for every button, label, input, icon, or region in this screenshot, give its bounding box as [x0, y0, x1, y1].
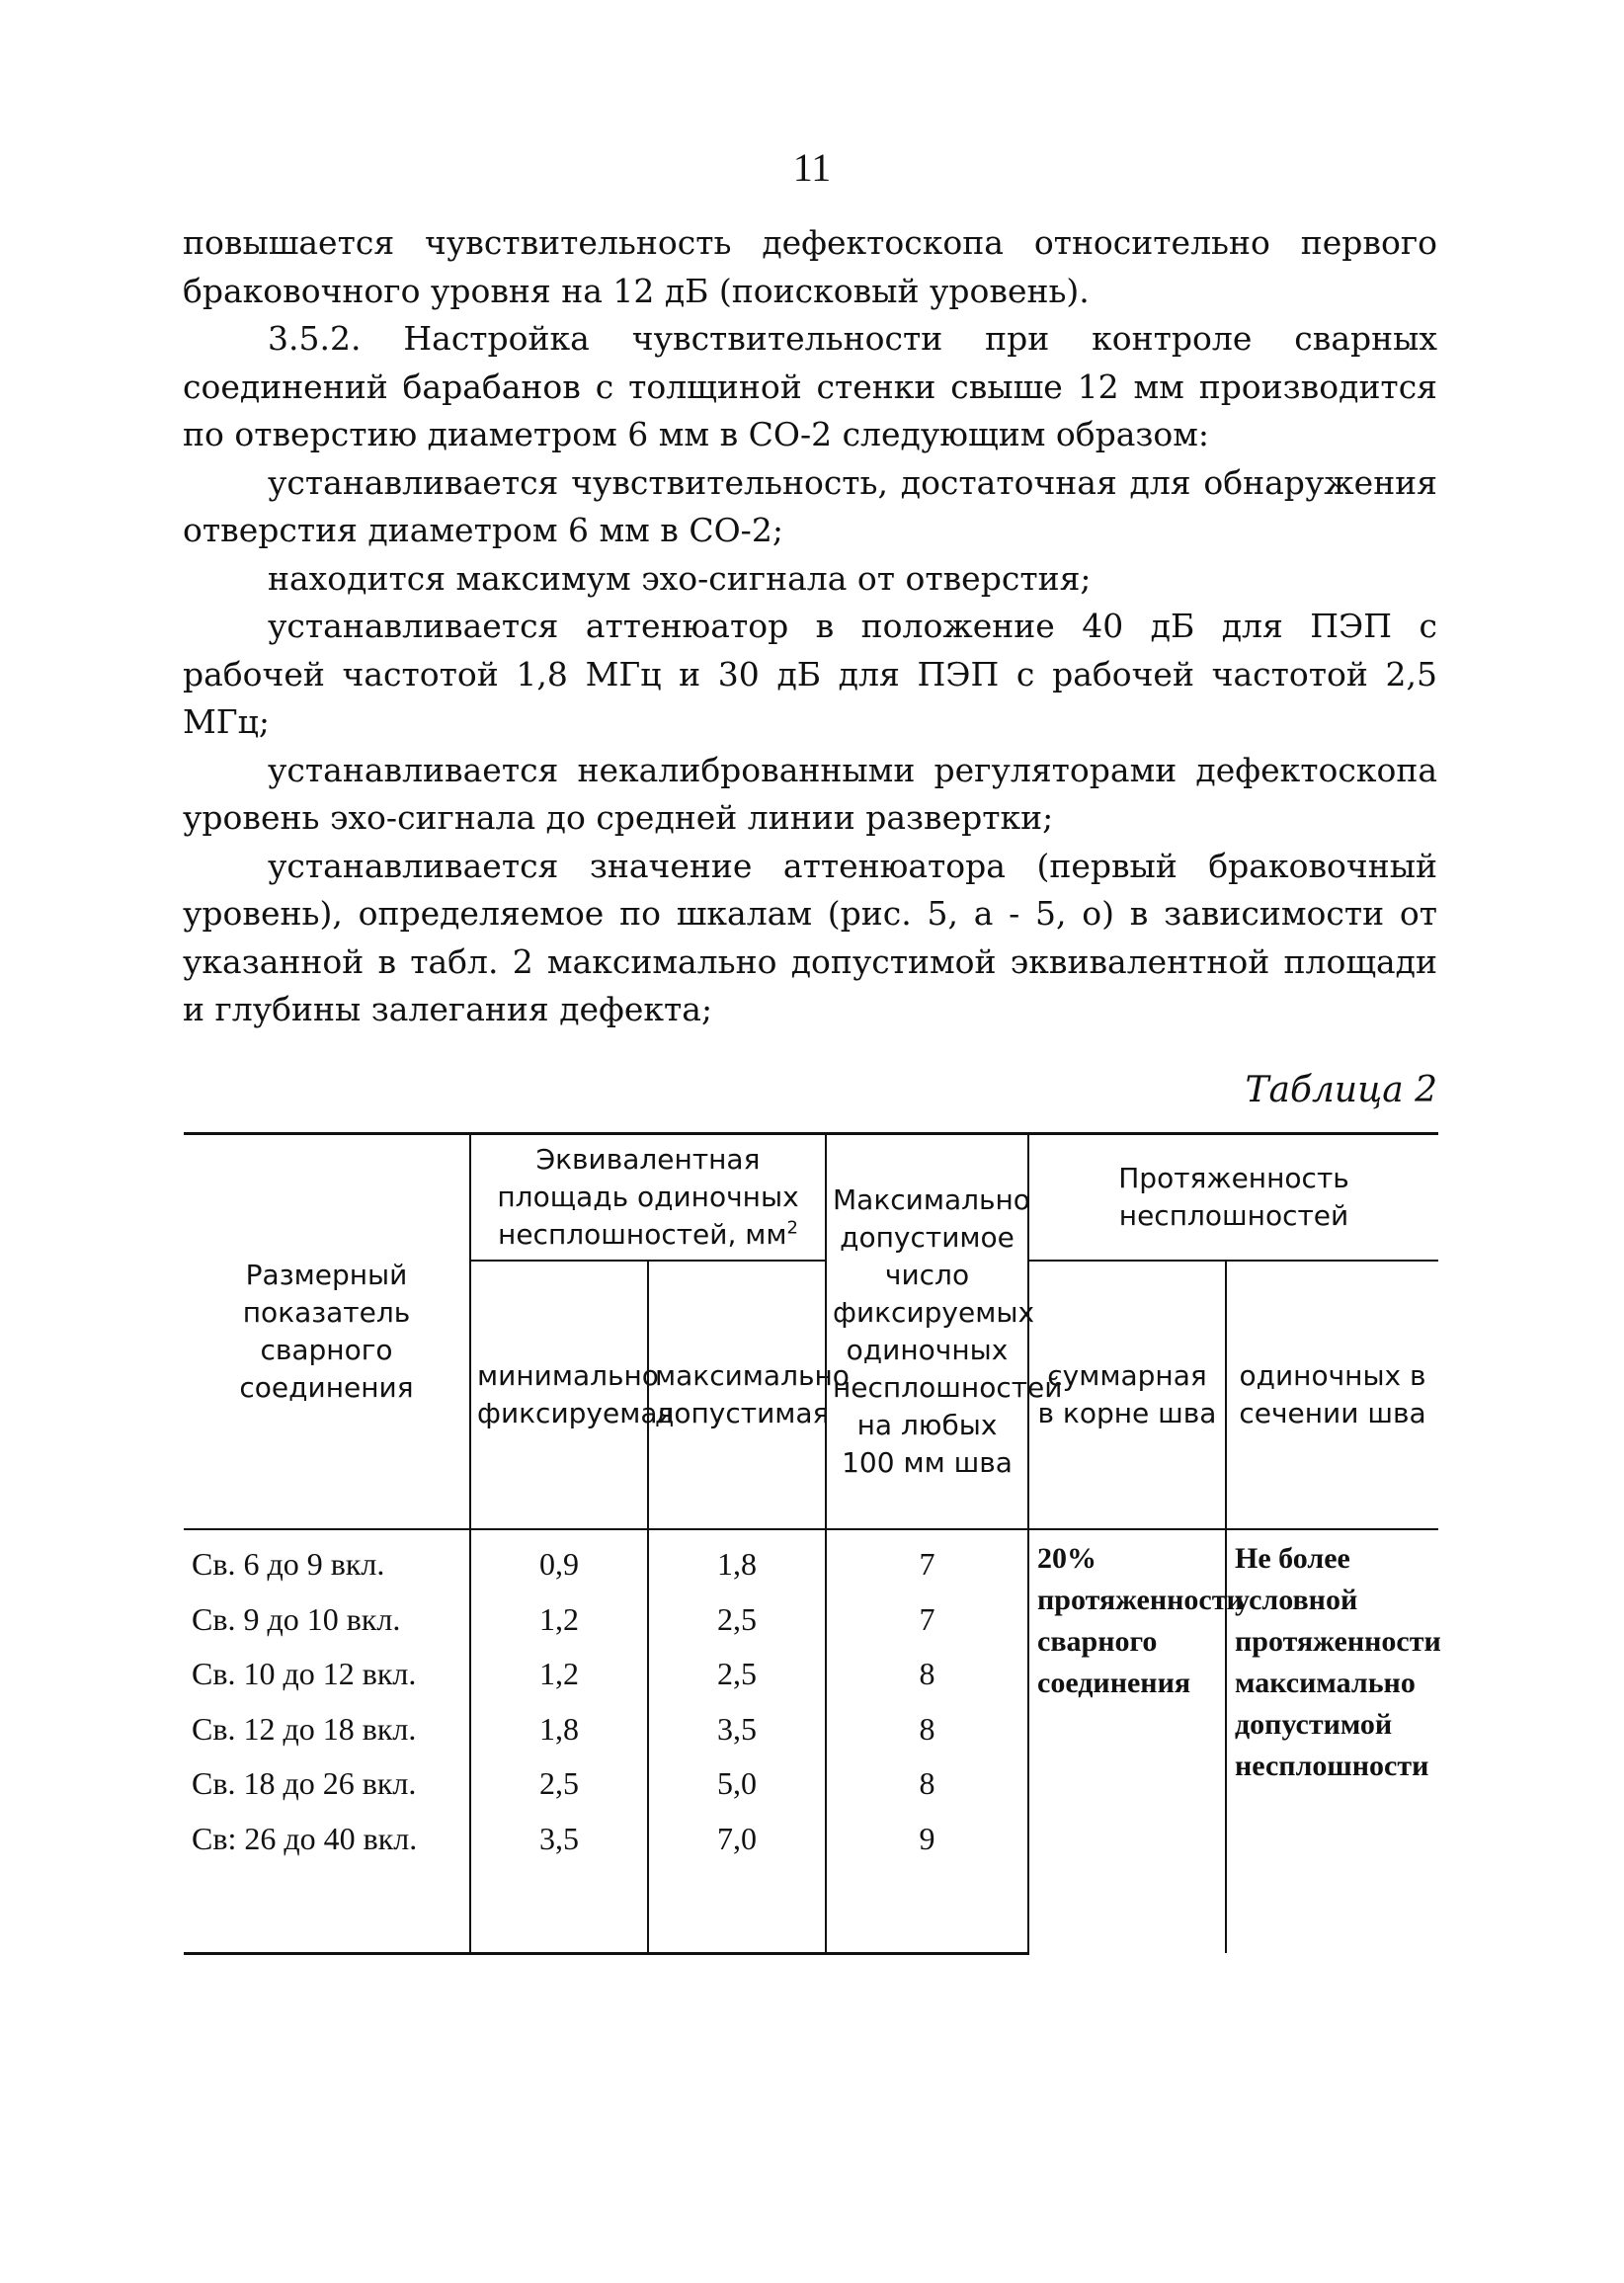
cell-size: Св. 10 до 12 вкл.: [184, 1648, 470, 1702]
cell-extent-total-note: 20% протяженности сварного соединения: [1028, 1529, 1226, 1953]
cell-min: 0,9: [470, 1529, 648, 1593]
cell-size: Св: 26 до 40 вкл.: [184, 1813, 470, 1953]
header-max-count: Максимально допустимое число фиксируемых одиночных несплошностей на любых 100 мм шва: [826, 1134, 1028, 1530]
paragraph-5: устанавливается аттенюатор в положение 40 дБ для ПЭП с рабочей частотой 1,8 МГц и 30 дБ для ПЭП с рабочей частотой 2,5 МГц;: [183, 607, 1437, 741]
paragraph-3: устанавливается чувствительность, достаточная для обнаружения отверстия диаметром 6 мм в СО-2;: [183, 462, 1437, 549]
cell-count: 8: [826, 1757, 1028, 1812]
cell-size: Св. 18 до 26 вкл.: [184, 1757, 470, 1812]
cell-count: 7: [826, 1593, 1028, 1648]
data-table: [184, 1132, 1441, 1955]
cell-count: 8: [826, 1648, 1028, 1702]
cell-size: Св. 6 до 9 вкл.: [184, 1529, 470, 1593]
header-extent-total: суммарная в корне шва: [1028, 1261, 1226, 1529]
cell-size: Св. 9 до 10 вкл.: [184, 1593, 470, 1648]
cell-min: 1,2: [470, 1593, 648, 1648]
body-text: [183, 219, 1437, 1034]
header-extent: Протяженность несплошностей: [1028, 1134, 1438, 1262]
cell-max: 7,0: [648, 1813, 826, 1953]
cell-count: 8: [826, 1703, 1028, 1757]
cell-max: 1,8: [648, 1529, 826, 1593]
paragraph-4: находится максимум эхо-сигнала от отверстия;: [268, 558, 1092, 598]
header-extent-single: одиночных в сечении шва: [1226, 1261, 1438, 1529]
header-min-fixed: минимально фиксируемая: [470, 1261, 648, 1529]
cell-min: 3,5: [470, 1813, 648, 1953]
cell-count: 9: [826, 1813, 1028, 1953]
cell-max: 2,5: [648, 1593, 826, 1648]
cell-extent-single-note: Не более условной протяженности максимально допустимой несплошности: [1226, 1529, 1438, 1953]
cell-min: 1,8: [470, 1703, 648, 1757]
table-row: [184, 1529, 1438, 1593]
paragraph-2: 3.5.2. Настройка чувствительности при контроле сварных соединений барабанов с толщиной стенки свыше 12 мм производится по отверстию диаметром 6 мм в СО-2 следующим образом:: [183, 319, 1437, 453]
header-equiv-area-sup: 2: [786, 1217, 798, 1239]
cell-max: 3,5: [648, 1703, 826, 1757]
cell-max: 5,0: [648, 1757, 826, 1812]
header-equiv-area: [470, 1134, 826, 1262]
header-size-indicator: Размерный показатель сварного соединения: [184, 1134, 470, 1530]
header-equiv-area-text: Эквивалентная площадь одиночных несплошностей, мм: [497, 1143, 799, 1251]
paragraph-6: устанавливается некалиброванными регуляторами дефектоскопа уровень эхо-сигнала до средней линии развертки;: [183, 750, 1437, 837]
page-number: 11: [792, 145, 832, 190]
cell-max: 2,5: [648, 1648, 826, 1702]
table-caption: Таблица 2: [1245, 1070, 1437, 1110]
paragraph-1: повышается чувствительность дефектоскопа относительно первого браковочного уровня на 12 дБ (поисковый уровень).: [183, 223, 1437, 310]
header-row-1: [184, 1134, 1438, 1262]
header-max-allowed: максимально допустимая: [648, 1261, 826, 1529]
cell-min: 2,5: [470, 1757, 648, 1812]
cell-size: Св. 12 до 18 вкл.: [184, 1703, 470, 1757]
cell-count: 7: [826, 1529, 1028, 1593]
paragraph-7: устанавливается значение аттенюатора (первый браковочный уровень), определяемое по шкалам (рис. 5, а - 5, о) в зависимости от указанной в табл. 2 максимально допустимой эквивалентной площади и глубины залегания дефекта;: [183, 846, 1437, 1028]
cell-min: 1,2: [470, 1648, 648, 1702]
